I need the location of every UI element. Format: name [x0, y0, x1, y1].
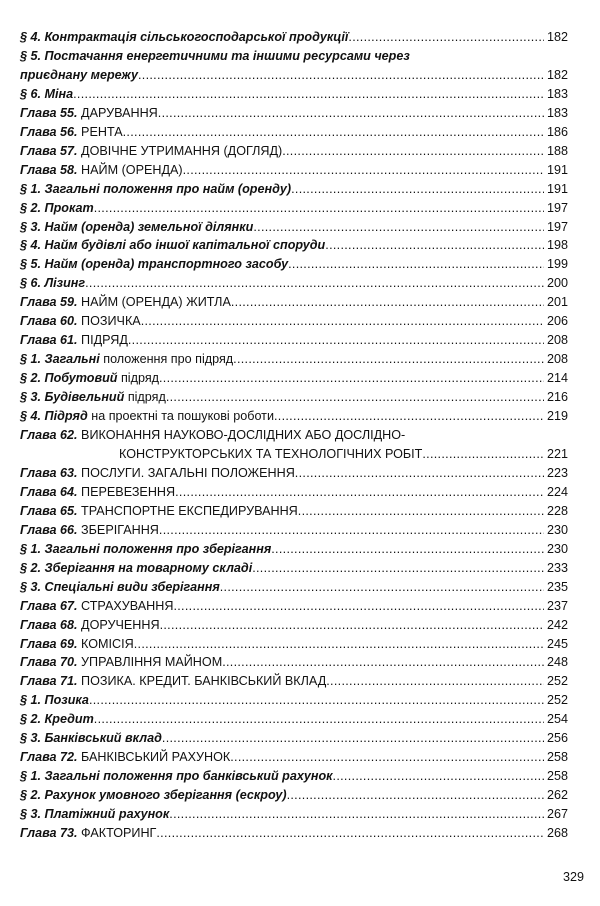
toc-entry-label [20, 559, 252, 578]
dot-leader [422, 445, 544, 464]
toc-entry-title: Загальні [44, 352, 100, 367]
toc-entry-label [20, 331, 128, 350]
toc-entry-title: Постачання енергетичними та іншими ресурсами через [44, 48, 410, 63]
toc-entry-title: Банківський вклад [44, 731, 162, 746]
chapter-number: Глава 72. [20, 750, 78, 765]
toc-entry-label [20, 274, 85, 293]
section-number: § 4. [20, 409, 42, 424]
toc-entry-title: Найм (оренда) земельної ділянки [44, 219, 254, 234]
toc-entry[interactable] [20, 85, 568, 104]
dot-leader [222, 653, 544, 672]
chapter-number: Глава 62. [20, 428, 78, 443]
toc-entry[interactable] [20, 180, 568, 199]
section-number: § 3. [20, 579, 42, 594]
dot-leader [252, 559, 544, 578]
toc-entry[interactable] [20, 407, 568, 426]
toc-entry[interactable] [20, 578, 568, 597]
toc-entry[interactable] [20, 255, 568, 274]
toc-entry[interactable] [20, 521, 568, 540]
toc-entry-title: Прокат [44, 200, 94, 215]
toc-entry[interactable] [20, 218, 568, 237]
toc-entry-page: 182 [546, 67, 568, 82]
dot-leader [183, 161, 544, 180]
dot-leader [274, 407, 544, 426]
toc-entry[interactable] [20, 104, 568, 123]
toc-entry-title: Спеціальні види зберігання [44, 579, 220, 594]
toc-entry-title: Контрактація сільськогосподарської продукції [44, 30, 349, 44]
toc-entry[interactable] [20, 748, 568, 767]
toc-entry-page: 197 [546, 219, 568, 234]
toc-entry[interactable] [20, 331, 568, 350]
toc-entry-continuation: КОНСТРУКТОРСЬКИХ ТА ТЕХНОЛОГІЧНИХ РОБІТ [119, 446, 423, 461]
dot-leader [287, 786, 544, 805]
toc-entry-label [20, 255, 288, 274]
toc-entry[interactable] [20, 312, 568, 331]
toc-entry-page: 258 [546, 769, 568, 784]
toc-entry-label [20, 502, 298, 521]
toc-entry[interactable] [20, 786, 568, 805]
toc-entry-label [20, 464, 295, 483]
section-number: § 3. [20, 219, 42, 234]
dot-leader [288, 255, 544, 274]
toc-entry-title: Загальні положення про зберігання [44, 541, 272, 556]
toc-entry[interactable] [20, 710, 568, 729]
toc-entry[interactable] [20, 824, 568, 843]
toc-entry-page: 268 [546, 826, 568, 841]
chapter-number: Глава 63. [20, 465, 78, 480]
toc-entry[interactable] [20, 47, 568, 85]
dot-leader [160, 616, 544, 635]
toc-entry-title-plain: підряд [120, 371, 159, 386]
toc-entry-page: 258 [546, 750, 568, 765]
toc-entry-title-plain: РЕНТА [81, 124, 123, 139]
toc-entry-label [20, 824, 156, 843]
toc-entry-label [20, 142, 282, 161]
dot-leader [128, 331, 544, 350]
toc-entry-line [20, 66, 568, 85]
toc-entry-label [20, 388, 166, 407]
page-number: 329 [562, 870, 584, 884]
toc-entry-page: 256 [546, 731, 568, 746]
chapter-number: Глава 68. [20, 617, 78, 632]
toc-entry-label [20, 199, 94, 218]
toc-entry[interactable] [20, 388, 568, 407]
chapter-number: Глава 58. [20, 162, 78, 177]
toc-entry-page: 201 [546, 295, 568, 310]
toc-entry[interactable] [20, 199, 568, 218]
toc-entry-page: 197 [546, 200, 568, 215]
toc-entry-line [20, 445, 568, 464]
table-of-contents [20, 28, 568, 843]
dot-leader [159, 521, 544, 540]
toc-entry-label [20, 407, 274, 426]
section-number: § 4. [20, 30, 42, 44]
toc-entry-label [20, 236, 325, 255]
toc-entry-label [20, 350, 233, 369]
chapter-number: Глава 57. [20, 143, 78, 158]
dot-leader [156, 824, 544, 843]
dot-leader [158, 104, 544, 123]
chapter-number: Глава 55. [20, 105, 78, 120]
dot-leader [253, 218, 544, 237]
toc-entry-page: 219 [546, 409, 568, 424]
dot-leader [141, 312, 544, 331]
toc-entry[interactable] [20, 805, 568, 824]
section-number: § 3. [20, 390, 42, 405]
toc-entry-title-plain: ДАРУВАННЯ [81, 105, 158, 120]
toc-entry[interactable] [20, 293, 568, 312]
toc-entry[interactable] [20, 540, 568, 559]
toc-entry-title-plain: ПОЗИКА. КРЕДИТ. БАНКІВСЬКИЙ ВКЛАД [81, 674, 327, 689]
toc-entry-page: 200 [546, 276, 568, 291]
section-number: § 3. [20, 807, 42, 822]
toc-entry-label [20, 293, 231, 312]
toc-entry-title: Зберігання на товарному складі [44, 560, 253, 575]
toc-entry-label [20, 483, 175, 502]
toc-entry[interactable] [20, 464, 568, 483]
section-number: § 1. [20, 541, 42, 556]
toc-entry-page: 248 [546, 655, 568, 670]
toc-entry-page: 230 [546, 541, 568, 556]
chapter-number: Глава 71. [20, 674, 78, 689]
toc-entry-title-plain: ПОСЛУГИ. ЗАГАЛЬНІ ПОЛОЖЕННЯ [81, 465, 295, 480]
toc-entry[interactable] [20, 559, 568, 578]
toc-entry[interactable] [20, 123, 568, 142]
toc-entry[interactable] [20, 635, 568, 654]
toc-entry-page: 224 [546, 484, 568, 499]
dot-leader [348, 28, 544, 47]
dot-leader [295, 464, 544, 483]
toc-entry-label [20, 28, 348, 47]
toc-entry-page: 188 [546, 143, 568, 158]
toc-entry-title-plain: БАНКІВСЬКИЙ РАХУНОК [81, 750, 231, 765]
toc-entry[interactable] [20, 274, 568, 293]
toc-entry-page: 182 [546, 30, 568, 44]
toc-entry-continuation: приєднану мережу [20, 67, 138, 82]
toc-entry-label [20, 49, 410, 63]
toc-entry-page: 208 [546, 352, 568, 367]
toc-entry-page: 214 [546, 371, 568, 386]
dot-leader [159, 369, 544, 388]
toc-entry-page: 262 [546, 788, 568, 803]
toc-entry-label [20, 104, 158, 123]
toc-entry-title: Рахунок умовного зберігання (ескроу) [44, 788, 287, 803]
toc-entry-label [20, 748, 230, 767]
chapter-number: Глава 61. [20, 333, 78, 348]
dot-leader [73, 85, 544, 104]
toc-entry-page: 183 [546, 105, 568, 120]
toc-entry-label [20, 767, 333, 786]
dot-leader [230, 748, 544, 767]
toc-entry-page: 233 [546, 560, 568, 575]
toc-entry-label [20, 85, 73, 104]
toc-entry-label [20, 672, 326, 691]
toc-entry-label [20, 312, 141, 331]
toc-entry[interactable] [20, 236, 568, 255]
toc-entry-label [20, 218, 253, 237]
toc-entry-label [20, 653, 222, 672]
toc-entry-title-plain: підряд [127, 390, 166, 405]
toc-entry-title-plain: ПОЗИЧКА [81, 314, 141, 329]
toc-entry-label [20, 180, 291, 199]
dot-leader [271, 540, 544, 559]
toc-entry-page: 199 [546, 257, 568, 272]
toc-entry[interactable] [20, 672, 568, 691]
toc-entry-title-plain: ПІДРЯД [81, 333, 128, 348]
dot-leader [333, 767, 544, 786]
dot-leader [325, 236, 544, 255]
dot-leader [134, 635, 544, 654]
toc-entry-label [20, 123, 123, 142]
toc-entry-page: 237 [546, 598, 568, 613]
dot-leader [85, 274, 544, 293]
toc-entry-page: 216 [546, 390, 568, 405]
section-number: § 6. [20, 86, 42, 101]
toc-entry[interactable] [20, 616, 568, 635]
toc-entry-label [20, 369, 159, 388]
toc-entry-label [20, 521, 159, 540]
section-number: § 1. [20, 181, 42, 196]
toc-entry[interactable] [20, 502, 568, 521]
dot-leader [233, 350, 544, 369]
section-number: § 1. [20, 693, 42, 708]
toc-entry-page: 228 [546, 503, 568, 518]
chapter-number: Глава 73. [20, 826, 78, 841]
toc-entry-title-plain: ПЕРЕВЕЗЕННЯ [81, 484, 176, 499]
toc-entry-page: 242 [546, 617, 568, 632]
chapter-number: Глава 56. [20, 124, 78, 139]
toc-entry-line [20, 426, 568, 445]
toc-entry[interactable] [20, 597, 568, 616]
dot-leader [94, 710, 544, 729]
toc-entry-page: 254 [546, 712, 568, 727]
toc-entry[interactable] [20, 142, 568, 161]
section-number: § 1. [20, 769, 42, 784]
toc-entry-title-plain: ВИКОНАННЯ НАУКОВО-ДОСЛІДНИХ АБО ДОСЛІДНО- [81, 428, 406, 443]
toc-entry-page: 206 [546, 314, 568, 329]
section-number: § 4. [20, 238, 42, 253]
toc-entry-title-plain: НАЙМ (ОРЕНДА) [81, 162, 183, 177]
toc-entry-title: Лізинг [44, 276, 86, 291]
chapter-number: Глава 65. [20, 503, 78, 518]
toc-entry-label [20, 729, 162, 748]
toc-entry-title: Підряд [44, 409, 88, 424]
toc-entry[interactable] [20, 653, 568, 672]
toc-entry-title: Кредит [44, 712, 94, 727]
toc-entry-title: Міна [44, 86, 74, 101]
toc-entry-page: 191 [546, 181, 568, 196]
toc-entry-page: 186 [546, 124, 568, 139]
toc-entry-page: 252 [546, 674, 568, 689]
section-number: § 6. [20, 276, 42, 291]
toc-entry[interactable] [20, 161, 568, 180]
toc-entry-label [20, 578, 220, 597]
toc-entry-label [20, 161, 183, 180]
chapter-number: Глава 64. [20, 484, 78, 499]
dot-leader [162, 729, 544, 748]
toc-entry-page: 221 [546, 446, 568, 461]
toc-entry-title-plain: ДОВІЧНЕ УТРИМАННЯ (ДОГЛЯД) [81, 143, 283, 158]
section-number: § 2. [20, 200, 42, 215]
toc-entry[interactable] [20, 729, 568, 748]
dot-leader [175, 483, 544, 502]
toc-entry-title: Позика [44, 693, 89, 708]
dot-leader [123, 123, 544, 142]
toc-entry-page: 191 [546, 162, 568, 177]
section-number: § 5. [20, 48, 42, 63]
toc-entry-title: Будівельний [44, 390, 125, 405]
chapter-number: Глава 59. [20, 295, 78, 310]
chapter-number: Глава 60. [20, 314, 78, 329]
toc-entry-title-plain: НАЙМ (ОРЕНДА) ЖИТЛА [81, 295, 231, 310]
dot-leader [298, 502, 544, 521]
section-number: § 5. [20, 257, 42, 272]
section-number: § 1. [20, 352, 42, 367]
toc-entry-page: 208 [546, 333, 568, 348]
dot-leader [282, 142, 544, 161]
dot-leader [220, 578, 544, 597]
toc-entry-page: 235 [546, 579, 568, 594]
toc-entry[interactable] [20, 350, 568, 369]
toc-entry-line [20, 47, 568, 66]
section-number: § 2. [20, 560, 42, 575]
toc-entry-label [20, 635, 134, 654]
dot-leader [231, 293, 544, 312]
toc-entry[interactable] [20, 28, 568, 47]
section-number: § 2. [20, 788, 42, 803]
toc-entry[interactable] [20, 691, 568, 710]
toc-entry-page: 245 [546, 636, 568, 651]
toc-entry-page: 183 [546, 86, 568, 101]
toc-entry-page: 252 [546, 693, 568, 708]
dot-leader [138, 66, 544, 85]
chapter-number: Глава 66. [20, 522, 78, 537]
toc-entry-label [20, 597, 173, 616]
toc-entry-title: Побутовий [44, 371, 118, 386]
toc-entry-title-plain: СТРАХУВАННЯ [81, 598, 174, 613]
toc-entry-label [20, 540, 271, 559]
toc-entry-page: 198 [546, 238, 568, 253]
toc-entry-title: Найм будівлі або іншої капітальної споруди [44, 238, 326, 253]
toc-entry-title-plain: УПРАВЛІННЯ МАЙНОМ [81, 655, 223, 670]
chapter-number: Глава 67. [20, 598, 78, 613]
dot-leader [291, 180, 544, 199]
toc-entry-title: Загальні положення про банківський рахунок [44, 769, 333, 784]
toc-entry-title: Загальні положення про найм (оренду) [44, 181, 292, 196]
toc-entry-label [20, 710, 94, 729]
toc-entry-label [20, 786, 287, 805]
section-number: § 2. [20, 712, 42, 727]
chapter-number: Глава 70. [20, 655, 78, 670]
toc-entry-title-plain: ЗБЕРІГАННЯ [81, 522, 159, 537]
toc-entry-title-plain: КОМІСІЯ [81, 636, 134, 651]
toc-entry-page: 230 [546, 522, 568, 537]
section-number: § 2. [20, 371, 42, 386]
toc-entry-label [20, 691, 89, 710]
toc-entry-label [20, 616, 160, 635]
toc-entry-page: 223 [546, 465, 568, 480]
dot-leader [326, 672, 544, 691]
dot-leader [94, 199, 544, 218]
toc-entry-title: Платіжний рахунок [44, 807, 170, 822]
toc-entry-title: Найм (оренда) транспортного засобу [44, 257, 289, 272]
toc-entry-page: 267 [546, 807, 568, 822]
dot-leader [166, 388, 544, 407]
toc-entry-title-plain: ТРАНСПОРТНЕ ЕКСПЕДИРУВАННЯ [81, 503, 298, 518]
toc-entry[interactable] [20, 483, 568, 502]
toc-entry[interactable] [20, 426, 568, 464]
dot-leader [169, 805, 544, 824]
toc-entry-title-plain: положення про підряд [103, 352, 234, 367]
dot-leader [89, 691, 544, 710]
toc-entry-label [20, 805, 169, 824]
toc-entry-title-plain: ДОРУЧЕННЯ [81, 617, 160, 632]
toc-entry[interactable] [20, 369, 568, 388]
toc-entry[interactable] [20, 767, 568, 786]
toc-entry-title-plain: ФАКТОРИНГ [81, 826, 157, 841]
dot-leader [173, 597, 544, 616]
toc-entry-label [20, 428, 405, 442]
chapter-number: Глава 69. [20, 636, 78, 651]
toc-entry-title-plain: на проектні та пошукові роботи [91, 409, 274, 424]
section-number: § 3. [20, 731, 42, 746]
